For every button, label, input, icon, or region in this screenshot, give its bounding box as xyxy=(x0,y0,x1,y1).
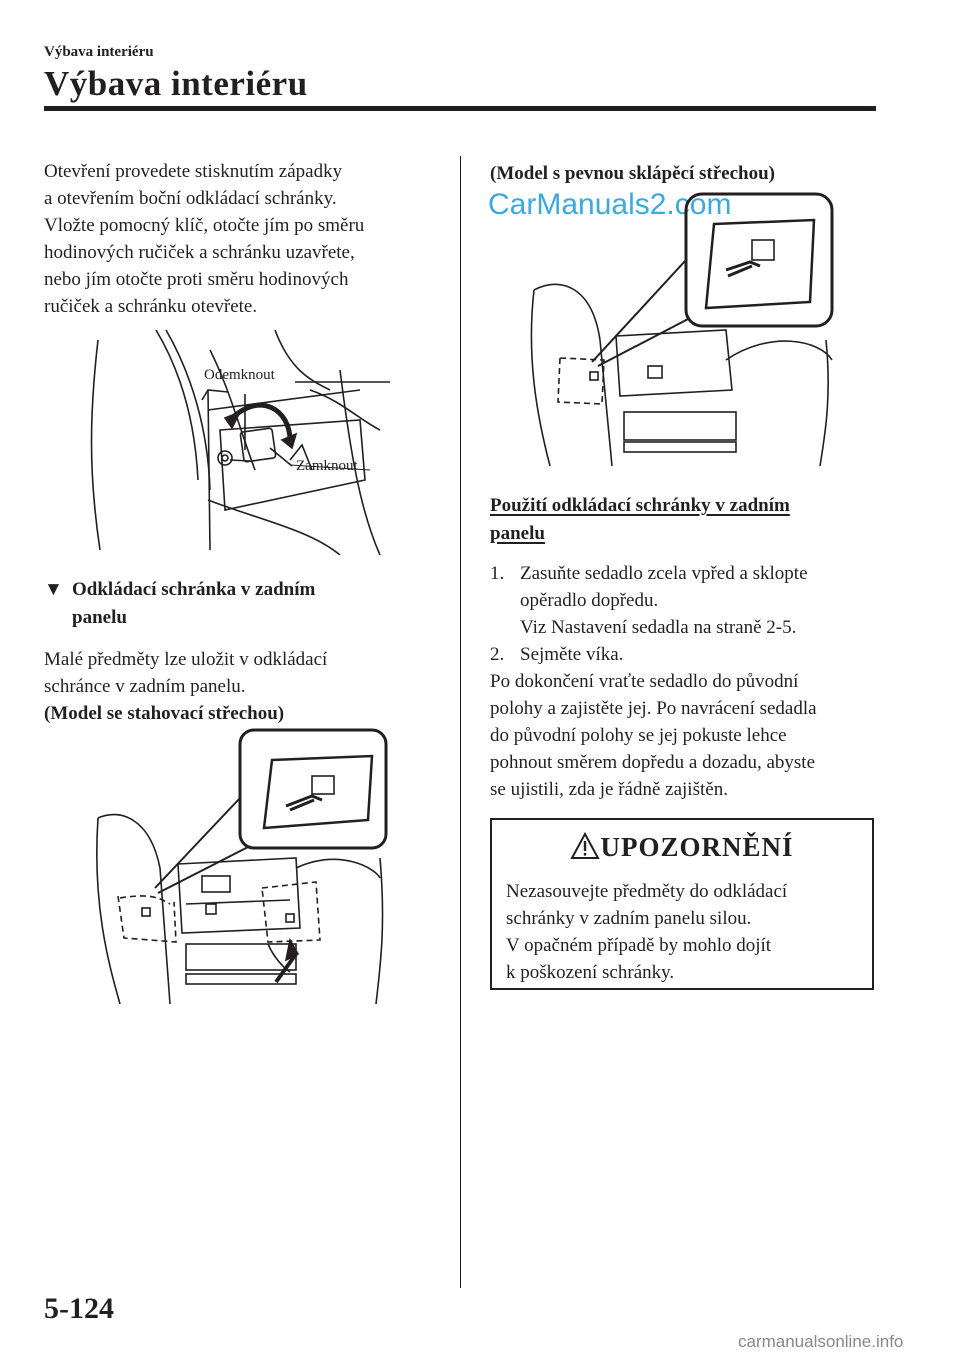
after-line: se ujistili, zda je řádně zajištěn. xyxy=(490,779,728,800)
caution-line: V opačném případě by mohlo dojít xyxy=(506,935,772,956)
intro-line: hodinových ručiček a schránku uzavřete, xyxy=(44,242,355,263)
caution-line: Nezasouvejte předměty do odkládací xyxy=(506,881,788,902)
caution-line: schránky v zadním panelu silou. xyxy=(506,908,752,929)
page-number: 5-124 xyxy=(44,1292,114,1325)
usage-heading-line: Použití odkládací schránky v zadním xyxy=(490,495,790,516)
intro-line: Otevření provedete stisknutím západky xyxy=(44,161,343,182)
step-number: 2. xyxy=(490,644,505,665)
hard-top-rear-panel-illustration xyxy=(520,190,840,470)
caution-text xyxy=(506,878,866,986)
list-item xyxy=(490,560,874,641)
caution-box xyxy=(490,818,874,990)
watermark-logo: CarManuals2.com xyxy=(488,188,732,221)
warning-triangle-icon xyxy=(570,832,600,860)
steps-list xyxy=(490,560,874,668)
soft-top-rear-panel-illustration xyxy=(90,728,400,1008)
label-lock: Zamknout xyxy=(296,458,358,474)
side-box-lock-illustration xyxy=(80,330,390,555)
usage-heading xyxy=(490,492,870,548)
body-line: schránce v zadním panelu. xyxy=(44,676,246,697)
after-paragraph xyxy=(490,668,880,803)
usage-heading-line: panelu xyxy=(490,523,545,544)
section-heading-line: panelu xyxy=(72,607,127,628)
section-heading-line: Odkládací schránka v zadním xyxy=(72,579,316,600)
intro-line: nebo jím otočte proti směru hodinových xyxy=(44,269,349,290)
step-text: Sejměte víka. xyxy=(520,644,624,665)
caution-title: UPOZORNĚNÍ xyxy=(600,832,794,862)
model-soft-top-heading: (Model se stahovací střechou) xyxy=(44,703,285,724)
section-body xyxy=(44,646,444,700)
section-marker: ▼ xyxy=(44,579,63,600)
after-line: pohnout směrem dopředu a dozadu, abyste xyxy=(490,752,816,773)
after-line: polohy a zajistěte jej. Po navrácení sedadla xyxy=(490,698,817,719)
page-title: Výbava interiéru xyxy=(44,64,308,103)
caution-line: k poškození schránky. xyxy=(506,962,675,983)
intro-paragraph xyxy=(44,158,444,320)
after-line: do původní polohy se jej pokuste lehce xyxy=(490,725,787,746)
step-text: Zasuňte sedadlo zcela vpřed a sklopte xyxy=(520,563,808,584)
caution-heading xyxy=(492,832,872,863)
step-number: 1. xyxy=(490,563,505,584)
intro-line: ručiček a schránku otevřete. xyxy=(44,296,258,317)
model-hard-top-heading: (Model s pevnou sklápěcí střechou) xyxy=(490,163,775,184)
label-unlock: Odemknout xyxy=(204,367,275,383)
intro-line: Vložte pomocný klíč, otočte jím po směru xyxy=(44,215,365,236)
section-heading xyxy=(72,576,432,632)
step-text: Viz Nastavení sedadla na straně 2-5. xyxy=(520,617,797,638)
step-text: opěradlo dopředu. xyxy=(520,590,659,611)
running-header: Výbava interiéru xyxy=(44,44,154,60)
list-item xyxy=(490,641,874,668)
body-line: Malé předměty lze uložit v odkládací xyxy=(44,649,328,670)
footer-watermark: carmanualsonline.info xyxy=(738,1332,904,1351)
after-line: Po dokončení vraťte sedadlo do původní xyxy=(490,671,799,692)
column-divider xyxy=(460,156,461,1288)
intro-line: a otevřením boční odkládací schránky. xyxy=(44,188,337,209)
title-rule xyxy=(44,106,876,111)
